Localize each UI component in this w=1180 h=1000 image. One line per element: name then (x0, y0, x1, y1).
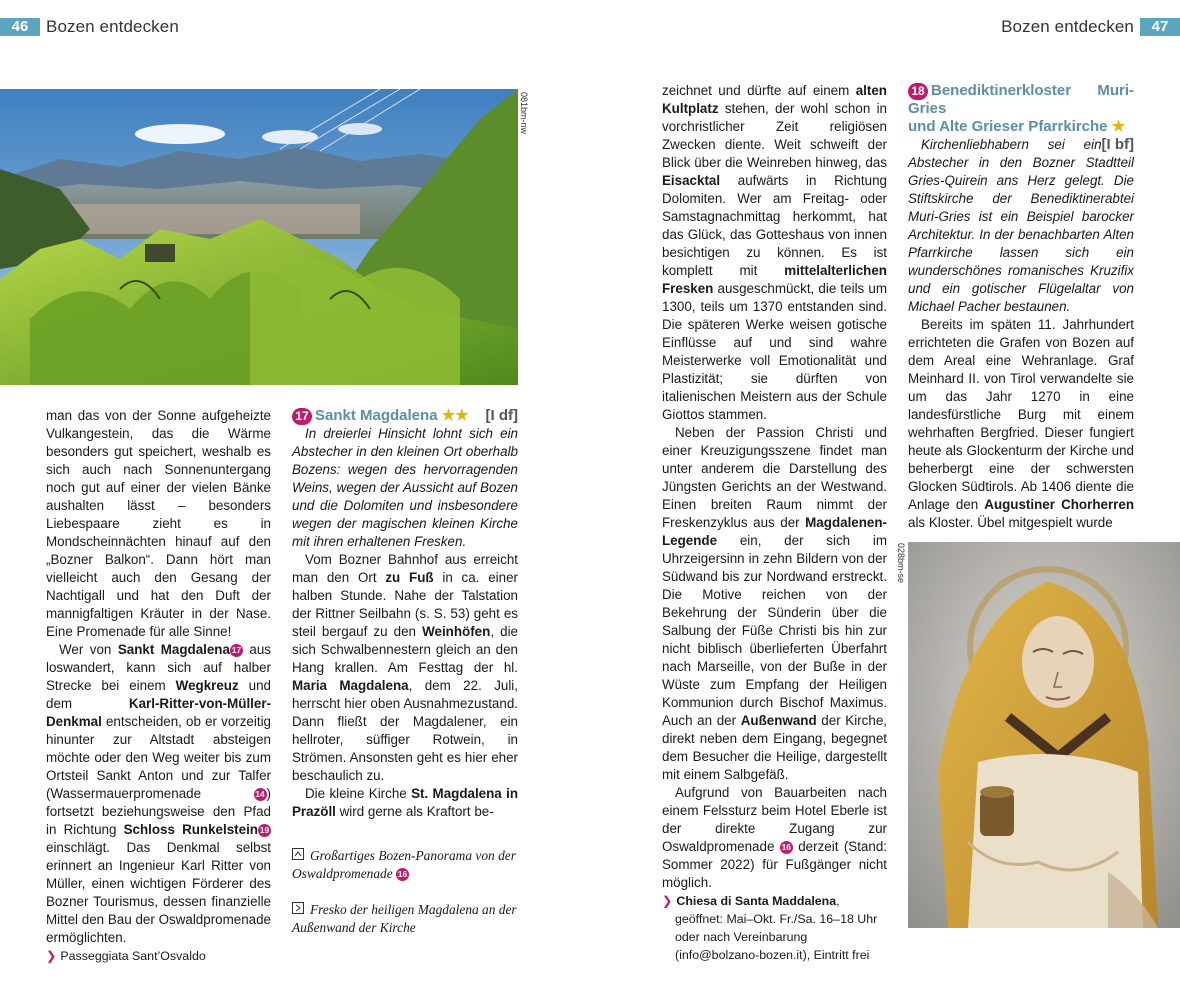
col3-paragraph-3: Aufgrund von Bauarbeiten nach einem Felssturz beim Hotel Eberle ist der direkte Zugang zur Oswaldpromenade 16 derzeit (Stand: Sommer 2022) für Fußgänger nicht möglich. (662, 785, 887, 890)
column-3 (662, 82, 887, 964)
running-head-right: Bozen entdecken (1001, 17, 1134, 36)
col3-info-block: ❯ Chiesa di Santa Maddalena, geöffnet: Mai–Okt. Fr./Sa. 16–18 Uhr oder nach Vereinbarung (info@bolzano-bozen.it), Eintritt frei (662, 894, 878, 962)
fresco-magdalena-photo (908, 542, 1180, 928)
sight-number-badge: 19 (259, 825, 270, 835)
rating-stars: ★★ (441, 407, 469, 424)
entry-intro: In dreierlei Hinsicht lohnt sich ein Abstecher in den kleinen Ort oberhalb Bozens: wegen des hervorragenden Weins, wegen der Aussicht auf Bozen und die Dolomiten und insbesondere wegen der magischen kleinen Kirche mit ihren erhaltenen Fresken. (292, 426, 518, 549)
caption-right-icon (292, 902, 304, 914)
entry-number-badge: 18 (908, 83, 928, 100)
col2-paragraph-2: Die kleine Kirche St. Magdalena in Prazöll wird gerne als Kraftort be- (292, 786, 519, 819)
entry-number-badge: 17 (292, 408, 312, 425)
col1-info-link[interactable]: ❯ Passeggiata Sant’Osvaldo (46, 949, 206, 963)
entry-tag: [I bf] (1101, 136, 1134, 153)
entry-heading-sankt-magdalena: 17 Sankt Magdalena ★★ [I df] (292, 407, 518, 425)
col3-paragraph-1: zeichnet und dürfte auf einem alten Kultplatz stehen, der wohl schon in vorchristlicher Zeit religiösen Zwecken diente. Weit schweift der Blick über die Weinreben hinweg, das Eisacktal aufwärts in Richtung Dolomiten. Wer am Freitag- oder Samstagnachmittag herkommt, hat das Glück, das Gotteshaus von innen besichtigen zu können. Es ist komplett mit mittelalterlichen Fresken ausgeschmückt, die teils um 1300, teils um 1370 entstanden sind. Die späteren Werke weisen gotische Einflüsse auf und sind wahre Meisterwerke voll Emotionalität und Plastizität; sie dürften von italienischen Meistern aus der Schule Giottos stammen. (662, 83, 887, 422)
column-1 (46, 407, 271, 965)
page-number-left: 46 (0, 18, 40, 36)
column-2 (292, 407, 518, 937)
entry-tag: [I df] (485, 407, 518, 424)
photo-credit-fresco: 028bm-se (896, 543, 906, 584)
vineyard-panorama-photo (0, 89, 518, 385)
arrow-icon: ❯ (46, 949, 57, 963)
col2-paragraph-1: Vom Bozner Bahnhof aus erreicht man den Ort zu Fuß in ca. einer halben Stunde. Nahe der Talstation der Rittner Seilbahn (s. S. 53) geht es steil bergauf zu den Weinhöfen, die sich Schwalbennestern gleich an den Hang krallen. Am Festtag der hl. Maria Magdalena, dem 22. Juli, herrscht hier oben Ausnahmezustand. Dann fließt der Magdalener, ein hellroter, süffiger Rotwein, in Strömen. Ansonsten geht es hier eher beschaulich zu. (292, 552, 519, 783)
col4-paragraph-1: Bereits im späten 11. Jahrhundert errichteten die Grafen von Bozen auf dem Areal eine Wehranlage. Graf Meinhard II. von Tirol verwandelte sie um das Jahr 1270 in eine landesfürstliche Burg mit einem wehrhaften Bergfried. Dieser fungiert heute als Glockenturm der Kirche und beherbergt eine der schwersten Glocken Südtirols. Ab 1406 diente die Anlage den Augustiner Chorherren als Kloster. Übel mitgespielt wurde (908, 317, 1134, 530)
sight-number-badge: 14 (255, 789, 265, 799)
col1-paragraph-1: man das von der Sonne aufgeheizte Vulkangestein, das die Wärme besonders gut speichert, weshalb es sich auch nach Sonnenuntergang noch gut auf einer der vielen Bänke aushalten lässt – besonders Liebespaare zieht es in Mondscheinnächten hinauf auf den „Bozner Balkon“. Dann hört man vielleicht auch den Gesang der Nachtigall und hat den Duft der mannigfaltigen Kräuter in der Nase. Eine Promenade für alle Sinne! (46, 408, 271, 639)
col1-paragraph-2: Wer von Sankt Magdalena 17 aus loswandert, kann sich auf halber Strecke bei einem Wegkreuz und dem Karl-Ritter-von-Müller-Denkmal entscheiden, ob er vorzeitig hinunter zur Altstadt absteigen möchte oder den Weg weiter bis zum Ortsteil Sankt Anton und zur Talfer (Wassermauerpromenade 14 ) fortsetzt beziehungsweise den Pfad in Richtung Schloss Runkelstein 19 einschlägt. Das Denkmal selbst erinnert an Ingenieur Karl Ritter von Müller, einen wichtigen Förderer des Bozner Tourismus, dessen finanzielle Mittel den Bau der Oswaldpromenade ermöglichten. (46, 642, 272, 945)
caption-fresco: Fresko der heiligen Magdalena an der Außenwand der Kirche (292, 902, 517, 935)
page-number-right: 47 (1140, 18, 1180, 36)
column-4 (908, 82, 1134, 532)
sight-number-badge: 16 (781, 842, 792, 852)
rating-stars: ★ (1111, 118, 1126, 135)
entry-intro: Kirchenliebhabern sei ein Abstecher in den Bozner Stadtteil Gries-Quirein ans Herz gelegt. Die Stiftskirche der Benediktinerabtei Muri-Gries ist ein Beispiel barocker Architektur. In der benachbarten Alten Pfarrkirche lassen sich ein wunderschönes romanisches Kruzifix und ein gotischer Flügelaltar von Michael Pacher bestaunen. (908, 137, 1134, 314)
sight-number-badge: 16 (397, 869, 408, 879)
entry-heading-muri-gries: 18 Benediktinerkloster Muri-Gries und Alte Grieser Pfarrkirche ★ [I bf] (908, 82, 1134, 153)
caption-up-icon (292, 848, 304, 860)
right-page (590, 0, 1180, 1000)
col3-paragraph-2: Neben der Passion Christi und einer Kreuzigungsszene findet man unter anderem die Darstellung des Jüngsten Gerichts an der Westwand. Einen breiten Raum nimmt der Freskenzyklus aus der Magdalenen-Legende ein, der sich im Uhrzeigersinn in zehn Bildern von der Südwand bis zur Nordwand erstreckt. Die Motive reichen von der Bekehrung der Sünderin über die Salbung der Füße Christi bis hin zur nicht biblisch überlieferten Überfahrt nach Marseille, von der Buße in der Wüste zum Empfang der Heiligen Kommunion durch Bischof Maximus. Auch an der Außenwand der Kirche, direkt neben dem Eingang, begegnet dem Besucher die Heilige, dargestellt mit einem Salbgefäß. (662, 425, 887, 782)
sight-number-badge: 17 (231, 645, 242, 655)
caption-panorama: Großartiges Bozen-Panorama von der Oswaldpromenade 16 (292, 848, 516, 881)
running-head-left: Bozen entdecken (46, 17, 179, 36)
arrow-icon: ❯ (662, 894, 673, 908)
photo-credit-vineyard: 081bm-nw (519, 92, 529, 135)
